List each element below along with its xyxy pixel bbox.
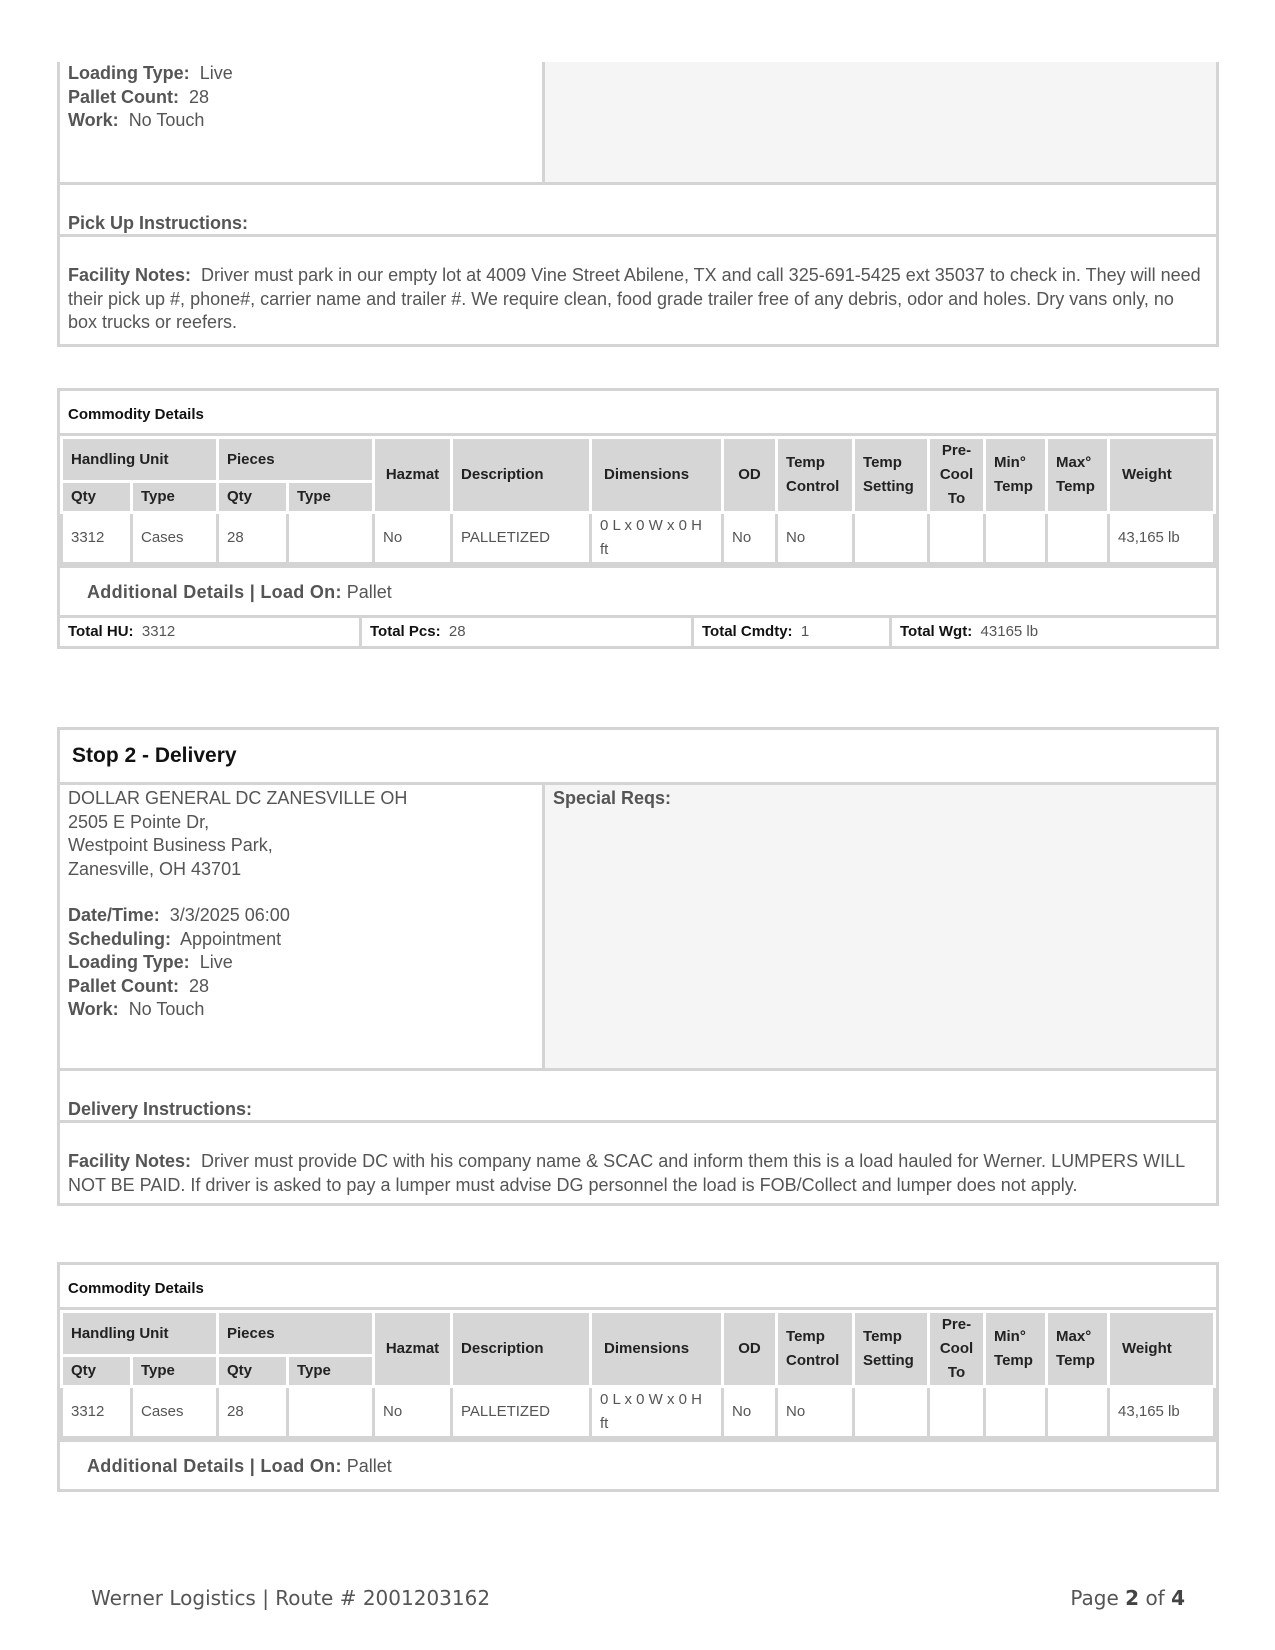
header-pcs-qty: Qty [218,1356,288,1387]
cell-hu-qty: 3312 [62,1387,132,1438]
total-pcs-value: 28 [448,623,466,640]
cell-pcs-qty: 28 [218,1387,288,1438]
total-hu-label: Total HU: [68,623,134,640]
facility-notes-text: Driver must park in our empty lot at 4009 Vine Street Abilene, TX and call 325-691-5425 ext 35037 to check in. They will need their pick up #, phone#, carrier name and trailer #. We require clean, food grade trailer free of any debris, odor and holes. Dry vans only, no box trucks or reefers. [68,265,1201,332]
delivery-instructions-label: Delivery Instructions: [68,1099,253,1119]
stop2-title: Stop 2 - Delivery [60,730,1216,785]
header-od: OD [723,1312,777,1387]
header-hu-type: Type [132,482,218,513]
totals-row [60,615,1216,646]
facility-notes-label: Facility Notes: [68,1151,192,1171]
header-hu-type: Type [132,1356,218,1387]
stop1-details [60,62,542,182]
cell-description: PALLETIZED [452,1387,591,1438]
scheduling-label: Scheduling: [68,928,171,949]
total-wgt [889,618,1216,646]
address-line1: 2505 E Pointe Dr, [68,811,210,832]
header-handling-unit: Handling Unit [62,438,218,482]
cell-temp-control: No [777,1387,854,1438]
total-cmdty [691,618,889,646]
commodity-table [60,436,1216,565]
cell-temp-setting [854,513,929,564]
cell-min-temp [985,513,1047,564]
work-line [68,998,542,1022]
datetime-line [68,904,542,928]
footer-route: Werner Logistics | Route # 2001203162 [91,1586,491,1610]
header-dimensions: Dimensions [591,438,723,513]
stop2-facility-notes [60,1123,1216,1197]
commodity-table [60,1310,1216,1439]
scheduling-line [68,928,542,952]
work-line [68,109,542,133]
stop1-special-reqs-panel [542,62,1216,182]
header-temp-control: Temp Control [777,438,854,513]
additional-details-label: Additional Details | Load On: [87,1456,342,1476]
facility-notes-text: Driver must provide DC with his company name & SCAC and inform them this is a load hauled for Werner. LUMPERS WILL NOT BE PAID. If driver is asked to pay a lumper must advise DG personnel the load is FOB/Collect and lumper does not apply. [68,1151,1185,1195]
cell-pcs-qty: 28 [218,513,288,564]
address-name: DOLLAR GENERAL DC ZANESVILLE OH [68,788,408,808]
pickup-instructions-label: Pick Up Instructions: [68,213,249,233]
pallet-count-value: 28 [189,975,210,996]
header-max-temp: Max° Temp [1047,1312,1109,1387]
header-dimensions: Dimensions [591,1312,723,1387]
page-total: 4 [1171,1586,1185,1610]
scheduling-value: Appointment [180,928,282,949]
commodity-details-2 [57,1262,1219,1492]
header-temp-setting: Temp Setting [854,1312,929,1387]
cell-pcs-type [288,513,374,564]
header-description: Description [452,438,591,513]
total-wgt-label: Total Wgt: [900,623,973,640]
pallet-count-value: 28 [189,86,210,107]
header-pieces: Pieces [218,1312,374,1356]
cell-temp-control: No [777,513,854,564]
header-description: Description [452,1312,591,1387]
cell-hazmat: No [374,513,452,564]
table-row [62,513,1215,564]
total-wgt-value: 43165 lb [980,623,1039,640]
total-pcs-label: Total Pcs: [370,623,441,640]
header-temp-control: Temp Control [777,1312,854,1387]
total-cmdty-label: Total Cmdty: [702,623,793,640]
page-prefix: Page [1070,1586,1119,1610]
cell-hu-type: Cases [132,513,218,564]
stop1-info-panel [57,62,1219,347]
cell-hu-type: Cases [132,1387,218,1438]
header-pcs-qty: Qty [218,482,288,513]
delivery-instructions-row [60,1068,1216,1123]
footer-page-number [1070,1586,1185,1610]
header-min-temp: Min° Temp [985,438,1047,513]
page-of: of [1145,1586,1165,1610]
stop2-special-reqs-panel [542,785,1216,1068]
stop2-panel [57,727,1219,1206]
address-line2: Westpoint Business Park, [68,835,273,855]
spacer [68,881,542,904]
cell-max-temp [1047,1387,1109,1438]
load-on-value: Pallet [346,1456,392,1476]
header-pieces: Pieces [218,438,374,482]
cell-pre-cool [929,513,985,564]
total-cmdty-value: 1 [800,623,810,640]
header-hu-qty: Qty [62,1356,132,1387]
work-label: Work: [68,999,119,1019]
table-row [62,1387,1215,1438]
header-min-temp: Min° Temp [985,1312,1047,1387]
pickup-instructions-row [60,182,1216,237]
header-max-temp: Max° Temp [1047,438,1109,513]
cell-temp-setting [854,1387,929,1438]
pallet-count-label: Pallet Count: [68,975,179,996]
cell-description: PALLETIZED [452,513,591,564]
datetime-label: Date/Time: [68,905,160,925]
commodity-title: Commodity Details [60,1265,1216,1310]
total-hu [60,618,359,646]
header-hazmat: Hazmat [374,438,452,513]
work-label: Work: [68,110,119,130]
additional-details-label: Additional Details | Load On: [87,582,342,602]
cell-pcs-type [288,1387,374,1438]
commodity-details-1 [57,388,1219,649]
total-hu-value: 3312 [141,623,176,640]
cell-od: No [723,513,777,564]
work-value: No Touch [128,999,205,1019]
pallet-count-line [68,86,542,110]
address-line3: Zanesville, OH 43701 [68,858,242,879]
header-pcs-type: Type [288,1356,374,1387]
cell-max-temp [1047,513,1109,564]
loading-type-value: Live [199,952,233,972]
header-pre-cool: Pre-Cool To [929,1312,985,1387]
pallet-count-line [68,975,542,999]
loading-type-label: Loading Type: [68,63,190,83]
header-hazmat: Hazmat [374,1312,452,1387]
additional-details [60,1439,1216,1489]
cell-min-temp [985,1387,1047,1438]
additional-details [60,565,1216,615]
page-current: 2 [1125,1586,1140,1610]
stop2-details [60,785,542,1068]
header-weight: Weight [1109,438,1215,513]
header-od: OD [723,438,777,513]
header-pre-cool: Pre-Cool To [929,438,985,513]
header-handling-unit: Handling Unit [62,1312,218,1356]
load-on-value: Pallet [346,582,392,602]
special-reqs-label: Special Reqs: [553,788,672,808]
header-weight: Weight [1109,1312,1215,1387]
cell-weight: 43,165 lb [1109,513,1215,564]
cell-hu-qty: 3312 [62,513,132,564]
loading-type-value: Live [199,63,233,83]
cell-dimensions: 0 L x 0 W x 0 H ft [591,1387,723,1438]
pallet-count-label: Pallet Count: [68,86,179,107]
cell-hazmat: No [374,1387,452,1438]
cell-pre-cool [929,1387,985,1438]
cell-od: No [723,1387,777,1438]
header-pcs-type: Type [288,482,374,513]
header-hu-qty: Qty [62,482,132,513]
stop1-facility-notes [60,237,1216,335]
cell-weight: 43,165 lb [1109,1387,1215,1438]
commodity-title: Commodity Details [60,391,1216,436]
loading-type-line [68,62,542,86]
facility-notes-label: Facility Notes: [68,265,192,285]
header-temp-setting: Temp Setting [854,438,929,513]
loading-type-label: Loading Type: [68,952,190,972]
total-pcs [359,618,691,646]
work-value: No Touch [128,110,205,130]
loading-type-line [68,951,542,975]
datetime-value: 3/3/2025 06:00 [169,905,290,925]
cell-dimensions: 0 L x 0 W x 0 H ft [591,513,723,564]
